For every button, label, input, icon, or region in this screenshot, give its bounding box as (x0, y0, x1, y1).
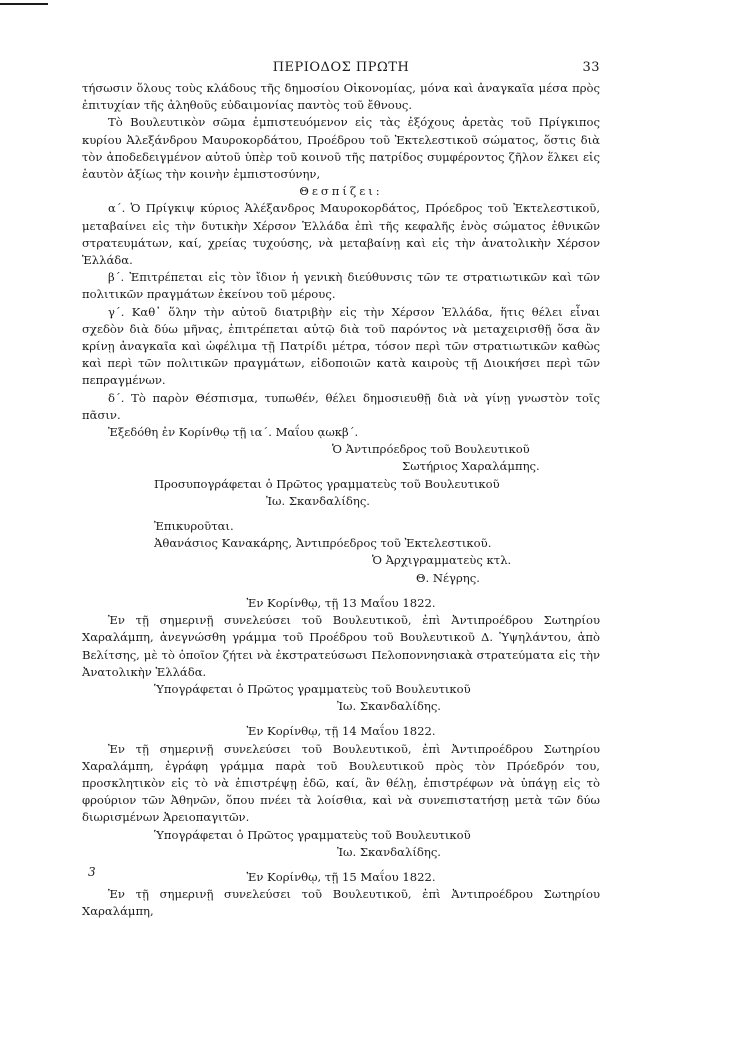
page-number: 33 (582, 60, 600, 75)
paragraph-preamble: Τὸ Βουλευτικὸν σῶμα ἐμπιστευόμενον εἰς τὰς ἐξόχους ἀρετὰς τοῦ Πρίγκιπος κυρίου Ἀλεξάνδρου Μαυροκορδάτου, Προέδρου τοῦ Ἐκτελεστικοῦ σώματος, ὅστις διὰ τὸν ἀποδεδειγμένον αὐτοῦ ὑπὲρ τοῦ κοινοῦ τῆς πατρίδος συμφέροντος ζῆλον ἕλκει εἰς ἑαυτὸν ἀξίως τὴν κοινὴν ἐμπιστοσύνην, (82, 115, 600, 182)
decree-heading: Θεσπίζει: (299, 184, 383, 199)
chief-secretary-title: Ὁ Ἀρχιγραμματεὺς κτλ. (372, 553, 512, 568)
minutes-15-may: Ἐν τῇ σημερινῇ συνελεύσει τοῦ Βουλευτικοῦ, ἐπὶ Ἀντιπροέδρου Σωτηρίου Χαραλάμπη, (82, 887, 600, 919)
ratified-line: Ἐπικυροῦται. (154, 519, 234, 534)
body-text (82, 80, 600, 921)
signature-mark: 3 (88, 865, 96, 879)
article-b: β΄. Ἐπιτρέπεται εἰς τὸν ἴδιον ἡ γενικὴ διεύθυνσις τῶν τε στρατιωτικῶν καὶ τῶν πολιτικῶν πραγμάτων ἐκείνου τοῦ μέρους. (82, 270, 600, 302)
header-title: ΠΕΡΙΟΔΟΣ ΠΡΩΤΗ (272, 60, 410, 75)
signed-14-name: Ἰω. Σκανδαλίδης. (337, 844, 441, 859)
athanasios-line: Ἀθανάσιος Κανακάρης, Ἀντιπρόεδρος τοῦ Ἐκτελεστικοῦ. (154, 536, 492, 551)
date-15-may: Ἐν Κορίνθῳ, τῇ 15 Μαΐου 1822. (246, 869, 436, 884)
date-14-may: Ἐν Κορίνθῳ, τῇ 14 Μαΐου 1822. (246, 724, 436, 739)
minutes-14-may: Ἐν τῇ σημερινῇ συνελεύσει τοῦ Βουλευτικοῦ, ἐπὶ Ἀντιπροέδρου Σωτηρίου Χαραλάμπη, ἐγράφη γράμμα παρὰ τοῦ Βουλευτικοῦ πρὸς τὸν Πρόεδρόν του, προσκλητικὸν εἰς τὸ νὰ ἐπιστρέψῃ ἐδῶ, καί, ἂν θέλῃ, ἐπιστρέφων νὰ ὑπάγῃ εἰς τὸ φρούριον τῶν Ἀθηνῶν, ὅπου πνέει τὰ λοίσθια, καὶ νὰ συνεπιστατήσῃ μετὰ τῶν δύω διωρισμένων Ἀρειοπαγιτῶν. (82, 741, 600, 825)
article-c: γ΄. Καθ᾽ ὅλην τὴν αὐτοῦ διατριβὴν εἰς τὴν Χέρσον Ἑλλάδα, ἥτις θέλει εἶναι σχεδὸν διὰ δύω μῆνας, ἐπιτρέπεται αὐτῷ διὰ τοῦ παρόντος νὰ μεταχειρισθῇ ὅσα ἂν κρίνῃ ἀναγκαῖα καὶ ὠφέλιμα τῇ Πατρίδι μέτρα, τόσον περὶ τῶν στρατιωτικῶν καθὼς καὶ περὶ τῶν πολιτικῶν πραγμάτων, εἰδοποιῶν κατὰ καιροὺς τῇ Διοικήσει περὶ τῶν πεπραγμένων. (82, 304, 600, 388)
article-d: δ΄. Τὸ παρὸν Θέσπισμα, τυπωθέν, θέλει δημοσιευθῇ διὰ νὰ γίνῃ γνωστὸν τοῖς πᾶσιν. (82, 390, 600, 422)
issued-line: Ἐξεδόθη ἐν Κορίνθῳ τῇ ια΄. Μαΐου ᾳωκβ΄. (108, 425, 359, 440)
signed-13-name: Ἰω. Σκανδαλίδης. (337, 699, 441, 714)
running-header (82, 60, 600, 80)
cosign-name: Ἰω. Σκανδαλίδης. (266, 493, 370, 508)
scan-edge-mark (0, 3, 48, 5)
vice-president-title: Ὁ Ἀντιπρόεδρος τοῦ Βουλευτικοῦ (332, 442, 530, 457)
date-13-may: Ἐν Κορίνθῳ, τῇ 13 Μαΐου 1822. (246, 595, 436, 610)
article-a: α΄. Ὁ Πρίγκιψ κύριος Ἀλέξανδρος Μαυροκορδάτος, Πρόεδρος τοῦ Ἐκτελεστικοῦ, μεταβαίνει εἰς τὴν δυτικὴν Χέρσον Ἑλλάδα ἐπὶ τῆς κεφαλῆς ἑνὸς σώματος ἐθνικῶν στρατευμάτων, καί, χρείας τυχούσης, νὰ μεταβαίνῃ καὶ εἰς τὴν ἀνατολικὴν Χέρσον Ἑλλάδα. (82, 201, 600, 268)
cosign-line: Προσυπογράφεται ὁ Πρῶτος γραμματεὺς τοῦ Βουλευτικοῦ (154, 476, 500, 491)
vice-president-name: Σωτήριος Χαραλάμπης. (402, 459, 540, 474)
paragraph-continuation: τήσωσιν ὅλους τοὺς κλάδους τῆς δημοσίου Οἰκονομίας, μόνα καὶ ἀναγκαῖα μέσα πρὸς ἐπιτυχίαν τῆς ἀληθοῦς εὐδαιμονίας παντὸς τοῦ ἔθνους. (82, 81, 600, 113)
minutes-13-may: Ἐν τῇ σημερινῇ συνελεύσει τοῦ Βουλευτικοῦ, ἐπὶ Ἀντιπροέδρου Σωτηρίου Χαραλάμπη, ἀνεγνώσθη γράμμα τοῦ Προέδρου τοῦ Βουλευτικοῦ Δ. Ὑψηλάντου, ἀπὸ Βελίτσης, μὲ τὸ ὁποῖον ζήτει νὰ ἐκστρατεύσωσι Πελοποννησιακὰ στρατεύματα εἰς τὴν Ἀνατολικὴν Ἑλλάδα. (82, 613, 600, 679)
signed-13-line: Ὑπογράφεται ὁ Πρῶτος γραμματεὺς τοῦ Βουλευτικοῦ (154, 681, 471, 696)
chief-secretary-name: Θ. Νέγρης. (416, 570, 480, 585)
signed-14-line: Ὑπογράφεται ὁ Πρῶτος γραμματεὺς τοῦ Βουλευτικοῦ (154, 827, 471, 842)
document-page (82, 60, 600, 921)
